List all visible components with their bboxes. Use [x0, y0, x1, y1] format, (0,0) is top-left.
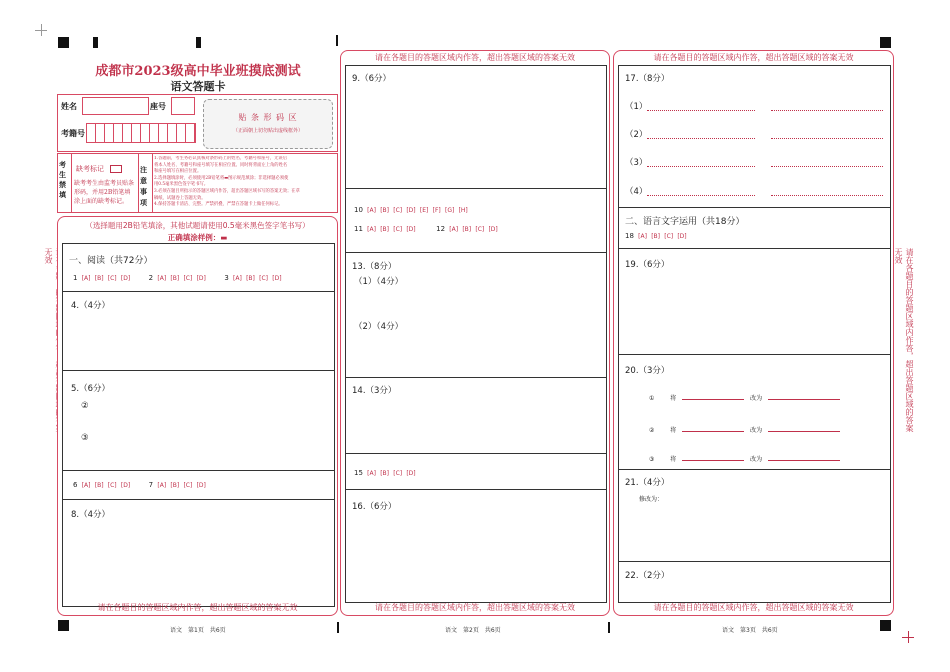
answer-area-1[interactable]	[62, 243, 335, 607]
divider	[619, 469, 890, 470]
q11-option-a[interactable]: [A]	[367, 226, 376, 233]
q4-label: 4.（4分）	[71, 301, 111, 311]
q10-option-b[interactable]: [B]	[380, 207, 389, 214]
registration-bar	[196, 37, 201, 48]
q6-number: 6	[73, 481, 78, 489]
q17-label: 17.（8分）	[625, 74, 670, 84]
registration-mark	[880, 620, 891, 631]
divider	[346, 489, 606, 490]
q10-option-h[interactable]: [H]	[458, 207, 468, 214]
name-field[interactable]	[82, 97, 149, 115]
q22-label: 22.（2分）	[625, 571, 670, 581]
q1-option-b[interactable]: [B]	[94, 275, 104, 282]
q20-jiang: 将	[670, 395, 677, 402]
q20-gaiwei: 改为	[750, 456, 763, 463]
q13-sub2: （2）（4分）	[354, 322, 404, 332]
q10-option-d[interactable]: [D]	[406, 207, 416, 214]
page-footer-3: 语文 第3页 共6页	[722, 627, 778, 634]
q17-line	[647, 195, 755, 196]
q20-blank[interactable]	[682, 399, 744, 400]
q17-item-2: （2）	[625, 130, 648, 140]
seat-label: 座号	[150, 101, 166, 111]
absent-mark-label: 缺考标记	[76, 165, 104, 173]
divider	[63, 291, 334, 292]
q7-option-a[interactable]: [A]	[157, 482, 167, 489]
q15-number: 15	[354, 469, 363, 477]
exam-no-field[interactable]	[86, 123, 196, 143]
q20-row-2	[649, 425, 840, 434]
q1-option-c[interactable]: [C]	[107, 275, 117, 282]
registration-bar	[608, 622, 610, 633]
q12-option-d[interactable]: [D]	[488, 226, 498, 233]
q17-line	[647, 166, 755, 167]
q5-sub3: ③	[81, 433, 89, 443]
q7-option-b[interactable]: [B]	[170, 482, 180, 489]
q17-line	[647, 110, 755, 111]
q17-item-4: （4）	[625, 187, 648, 197]
absent-note: 缺考考生由监考员贴条形码，并用2B铅笔填涂上面的缺考标记。	[74, 180, 135, 205]
choice-row-10	[354, 206, 468, 214]
q12-option-c[interactable]: [C]	[475, 226, 485, 233]
choice-row-1-3	[73, 274, 282, 282]
q20-row-3	[649, 454, 840, 463]
q2-option-b[interactable]: [B]	[170, 275, 180, 282]
q1-option-a[interactable]: [A]	[81, 275, 91, 282]
notice-lines	[154, 156, 334, 211]
left-side-notice: 无效	[44, 248, 53, 264]
registration-mark	[58, 37, 69, 48]
notice-line: 3.必须在题目所指示的答题区域内作答，超出答题区域书写的答案无效；在草	[154, 188, 300, 194]
q10-option-c[interactable]: [C]	[393, 207, 403, 214]
q2-option-c[interactable]: [C]	[183, 275, 193, 282]
registration-bar	[337, 622, 339, 633]
q20-row-1	[649, 393, 840, 402]
name-label: 姓名	[61, 101, 77, 111]
q20-item-2: ②	[649, 427, 655, 434]
q2-option-a[interactable]: [A]	[157, 275, 167, 282]
divider	[619, 248, 890, 249]
answer-panel-3	[613, 50, 894, 616]
barcode-area	[203, 99, 333, 149]
q3-option-b[interactable]: [B]	[246, 275, 255, 282]
divider	[619, 561, 890, 562]
q17-line	[771, 110, 883, 111]
choice-row-18	[625, 232, 687, 240]
seat-field[interactable]	[171, 97, 195, 115]
q20-jiang: 将	[670, 456, 677, 463]
q20-blank[interactable]	[682, 460, 744, 461]
crop-mark-br-v	[908, 631, 909, 643]
q3-option-d[interactable]: [D]	[272, 275, 282, 282]
q1-option-d[interactable]: [D]	[120, 275, 131, 282]
notice-line: 4.保持答题卡清洁、完整。严禁折叠，严禁在答题卡上做任何标记。	[154, 202, 283, 208]
divider	[619, 207, 890, 208]
registration-mark	[58, 620, 69, 631]
q10-option-f[interactable]: [F]	[432, 207, 441, 214]
notice-line: 用0.5毫米黑色签字笔书写。	[154, 182, 209, 188]
q17-line	[771, 195, 883, 196]
fill-sample: 正确填涂样例：▬	[167, 233, 228, 242]
barcode-note: （正面朝上切勿贴出虚线框外）	[232, 128, 303, 134]
q5-label: 5.（6分）	[71, 384, 111, 394]
q7-number: 7	[148, 481, 154, 489]
q6-option-b[interactable]: [B]	[94, 482, 104, 489]
q18-option-c[interactable]: [C]	[664, 233, 674, 240]
q21-label: 21.（4分）	[625, 478, 670, 488]
q20-gaiwei: 改为	[750, 427, 763, 434]
q10-option-e[interactable]: [E]	[419, 207, 429, 214]
q20-blank[interactable]	[768, 399, 840, 400]
divider	[63, 499, 334, 500]
panel-banner-bottom: 请在各题目的答题区域内作答，超出答题区域的答案无效	[97, 603, 298, 612]
registration-bar	[93, 37, 98, 48]
fill-notice: （选择题用2B铅笔填涂，其他试题请使用0.5毫米黑色签字笔书写）	[85, 221, 310, 230]
q17-item-3: （3）	[625, 158, 648, 168]
notice-label: 注意事项	[140, 165, 147, 207]
absent-mark-row	[76, 164, 122, 174]
q18-option-a[interactable]: [A]	[638, 233, 647, 240]
notice-line: 2.选择题填涂时，必须使用2B铅笔将▬图示规范填涂；非选择题必须使	[154, 175, 289, 181]
notice-divider	[138, 154, 139, 212]
divider	[619, 354, 890, 355]
q2-option-d[interactable]: [D]	[196, 275, 206, 282]
absent-mark-box[interactable]	[110, 165, 122, 173]
q10-option-a[interactable]: [A]	[367, 207, 376, 214]
info-block	[57, 94, 338, 152]
q13-sub1: （1）（4分）	[354, 277, 404, 287]
q8-label: 8.（4分）	[71, 510, 111, 520]
q17-item-1: （1）	[625, 102, 648, 112]
registration-mark	[880, 37, 891, 48]
q18-option-b[interactable]: [B]	[651, 233, 660, 240]
q20-blank[interactable]	[768, 431, 840, 432]
barcode-title: 贴 条 形 码 区	[238, 113, 298, 122]
q18-number: 18	[625, 232, 634, 240]
panel-banner-top: 请在各题目的答题区域内作答，超出答题区域的答案无效	[375, 53, 575, 62]
q7-option-c[interactable]: [C]	[183, 482, 193, 489]
section-language: 二、语言文字运用（共18分）	[625, 217, 745, 227]
answer-area-3[interactable]	[618, 65, 891, 603]
q6-option-c[interactable]: [C]	[107, 482, 117, 489]
q6-option-a[interactable]: [A]	[81, 482, 91, 489]
divider	[63, 470, 334, 471]
answer-area-2[interactable]	[345, 65, 607, 603]
panel-banner-bottom: 请在各题目的答题区域内作答，超出答题区域的答案无效	[375, 603, 575, 612]
choice-row-6-7	[73, 481, 206, 489]
notice-line: 和座号填写在相应位置。	[154, 169, 202, 175]
q19-label: 19.（6分）	[625, 260, 670, 270]
q13-label: 13.（8分）	[352, 262, 397, 272]
choice-row-15	[354, 469, 416, 477]
divider	[346, 377, 606, 378]
notice-line: 稿纸、试题卷上答题无效。	[154, 195, 206, 201]
q11-option-c[interactable]: [C]	[393, 226, 403, 233]
q12-option-a[interactable]: [A]	[449, 226, 459, 233]
q12-number: 12	[436, 225, 446, 233]
notice-block	[57, 153, 338, 213]
q15-option-b[interactable]: [B]	[380, 470, 389, 477]
q10-number: 10	[354, 206, 363, 214]
q15-option-a[interactable]: [A]	[367, 470, 376, 477]
page-title: 成都市2023级高中毕业班摸底测试	[95, 64, 301, 79]
q17-line	[771, 166, 883, 167]
q11-option-d[interactable]: [D]	[406, 226, 416, 233]
panel-banner-top: 请在各题目的答题区域内作答，超出答题区域的答案无效	[653, 53, 854, 62]
registration-bar	[336, 35, 338, 46]
page-footer-1: 语文 第1页 共6页	[170, 627, 226, 634]
q18-option-d[interactable]: [D]	[677, 233, 687, 240]
page-subtitle: 语文答题卡	[170, 80, 226, 93]
section-reading: 一、阅读（共72分）	[69, 256, 153, 266]
page-footer-2: 语文 第2页 共6页	[445, 627, 501, 634]
forbidden-divider	[71, 154, 72, 212]
q20-label: 20.（3分）	[625, 366, 670, 376]
notice-line: 将本人姓名、考籍号和座号填写在相应位置。同时将背面左上角的姓名	[154, 162, 288, 168]
q15-option-d[interactable]: [D]	[406, 470, 416, 477]
q3-number: 3	[224, 274, 229, 282]
q10-option-g[interactable]: [G]	[444, 207, 455, 214]
divider	[346, 453, 606, 454]
q9-label: 9.（6分）	[352, 74, 392, 84]
answer-panel-1	[57, 216, 338, 616]
q5-sub2: ②	[81, 401, 89, 411]
q1-number: 1	[73, 274, 78, 282]
notice-divider-2	[152, 154, 153, 212]
q11-option-b[interactable]: [B]	[380, 226, 389, 233]
panel-banner-bottom: 请在各题目的答题区域内作答，超出答题区域的答案无效	[653, 603, 854, 612]
q15-option-c[interactable]: [C]	[393, 470, 403, 477]
q20-jiang: 将	[670, 427, 677, 434]
q20-gaiwei: 改为	[750, 395, 763, 402]
exam-no-label: 考籍号	[61, 128, 85, 138]
divider	[63, 370, 334, 371]
q20-blank[interactable]	[768, 460, 840, 461]
q17-line	[647, 138, 755, 139]
q16-label: 16.（6分）	[352, 502, 397, 512]
q6-option-d[interactable]: [D]	[120, 482, 131, 489]
right-side-notice: 请在各题目的答题区域内作答，超出答题区域的答案无效	[894, 248, 914, 432]
q3-option-c[interactable]: [C]	[259, 275, 268, 282]
q3-option-a[interactable]: [A]	[233, 275, 242, 282]
q20-blank[interactable]	[682, 431, 744, 432]
q20-item-3: ③	[649, 456, 655, 463]
q2-number: 2	[148, 274, 154, 282]
choice-row-11-12	[354, 225, 498, 233]
q7-option-d[interactable]: [D]	[196, 482, 206, 489]
answer-panel-2	[340, 50, 610, 616]
divider	[346, 188, 606, 189]
crop-mark-tl-v	[41, 24, 42, 36]
notice-line: 1.答题前，考生务必认真核对条形码上的姓名、考籍号和座号，无误后	[154, 156, 288, 161]
q14-label: 14.（3分）	[352, 386, 397, 396]
divider	[346, 252, 606, 253]
q11-number: 11	[354, 225, 363, 233]
q17-line	[771, 138, 883, 139]
q12-option-b[interactable]: [B]	[462, 226, 472, 233]
q21-note: 修改为：	[639, 496, 664, 503]
q20-item-1: ①	[649, 395, 655, 402]
forbidden-label: 考生禁填	[59, 160, 66, 199]
